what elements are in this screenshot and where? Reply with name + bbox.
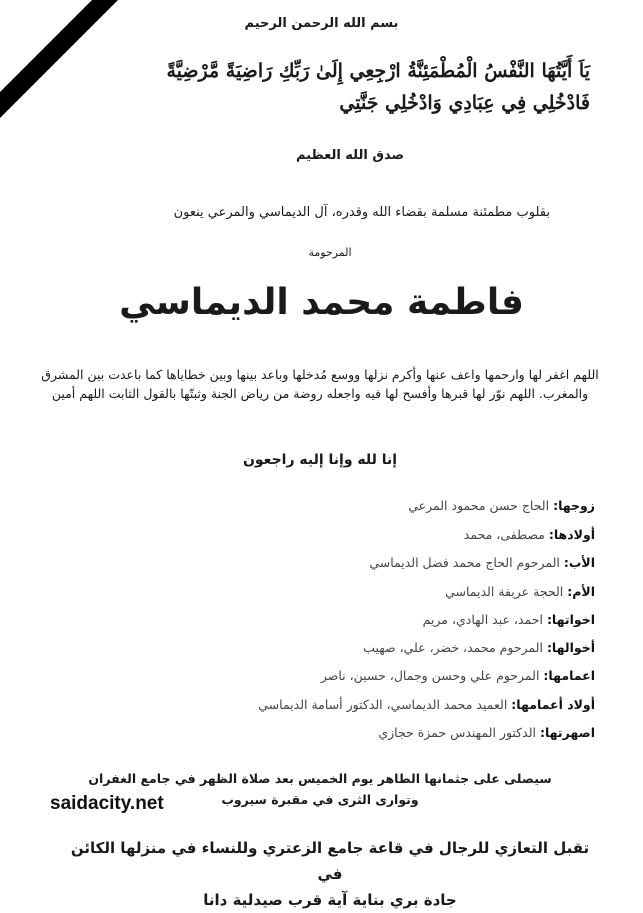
deceased-name: فاطمة محمد الديماسي bbox=[119, 282, 524, 323]
family-value: المرحوم علي وحسن وجمال، حسين، ناصر bbox=[320, 668, 540, 683]
family-label: أولادها: bbox=[548, 527, 595, 542]
family-row bbox=[255, 697, 595, 712]
prayer-paragraph: اللهم اغفر لها وارحمها واعف عنها وأكرم نزلها ووسع مُدخلها وباعد بينها وبين خطاياها كما باعدت بين المشرق والمغرب. اللهم نوّر لها قبرها وأفسح لها فيه واجعله روضة من رياض الجنة وثبتّها بالقول الثابت اللهم أمين bbox=[41, 367, 599, 401]
family-value: مصطفى، محمد bbox=[463, 527, 545, 542]
family-label: أولاد أعمامها: bbox=[511, 697, 595, 712]
family-value: العميد محمد الديماسي، الدكتور أسامة الديماسي bbox=[258, 697, 508, 712]
site-watermark: saidacity.net bbox=[50, 793, 164, 814]
family-row bbox=[255, 640, 595, 655]
family-row bbox=[255, 612, 595, 627]
sadaq-allah: صدق الله العظيم bbox=[295, 148, 405, 163]
family-value: احمد، عبد الهادي، مريم bbox=[422, 612, 543, 627]
condolence-line-1: تقبل التعازي للرجال في قاعة جامع الزعتري وللنساء في منزلها الكائن في bbox=[70, 839, 590, 883]
family-label: اخواتها: bbox=[546, 612, 595, 627]
family-row bbox=[255, 498, 595, 513]
quran-verse-line-1: يَاَ أَيَّتُهَا النَّفْسُ الْمُطْمَئِنَّةُ ارْجِعِي إِلَىٰ رَبِّكِ رَاضِيَةً مَّرْضِيَّةً bbox=[166, 60, 590, 82]
announcement-intro: بقلوب مطمئنة مسلمة بقضاء الله وقدره، آل الديماسي والمرعي ينعون bbox=[173, 205, 550, 220]
basmala: بسم الله الرحمن الرحيم bbox=[244, 16, 399, 31]
family-label: الأم: bbox=[567, 584, 595, 599]
condolence-line-2: جادة بري بناية آية قرب صيدلية دانا bbox=[203, 891, 457, 909]
family-label: الأب: bbox=[563, 555, 595, 570]
family-row bbox=[255, 668, 595, 683]
family-row bbox=[255, 527, 595, 542]
quran-verse-line-2: فَادْخُلِي فِي عِبَادِي وَادْخُلِي جَنَّتِي bbox=[339, 92, 590, 114]
funeral-line-1: سيصلى على جثمانها الطاهر يوم الخميس بعد صلاة الظهر في جامع الغفران bbox=[88, 771, 552, 786]
family-label: أخوالها: bbox=[546, 640, 595, 655]
family-value: الحجة عريفة الديماسي bbox=[445, 584, 564, 599]
family-row bbox=[255, 584, 595, 599]
family-value: المرحوم الحاج محمد فضل الديماسي bbox=[369, 555, 560, 570]
family-label: اصهرتها: bbox=[539, 725, 595, 740]
inna-lillah: إنا لله وإنا إليه راجعون bbox=[242, 452, 398, 468]
family-value: الدكتور المهندس حمزة حجازي bbox=[378, 725, 536, 740]
family-label: زوجها: bbox=[553, 498, 595, 513]
family-value: الحاج حسن محمود المرعي bbox=[408, 498, 550, 513]
family-value: المرحوم محمد، خضر، علي، صهيب bbox=[363, 640, 543, 655]
funeral-line-2: وتوارى الثرى في مقبرة سيروب bbox=[221, 792, 419, 807]
family-row bbox=[255, 725, 595, 740]
deceased-prefix: المرحومة bbox=[308, 246, 352, 259]
family-label: اعمامها: bbox=[543, 668, 595, 683]
condolence-info bbox=[60, 835, 600, 913]
family-row bbox=[255, 555, 595, 570]
